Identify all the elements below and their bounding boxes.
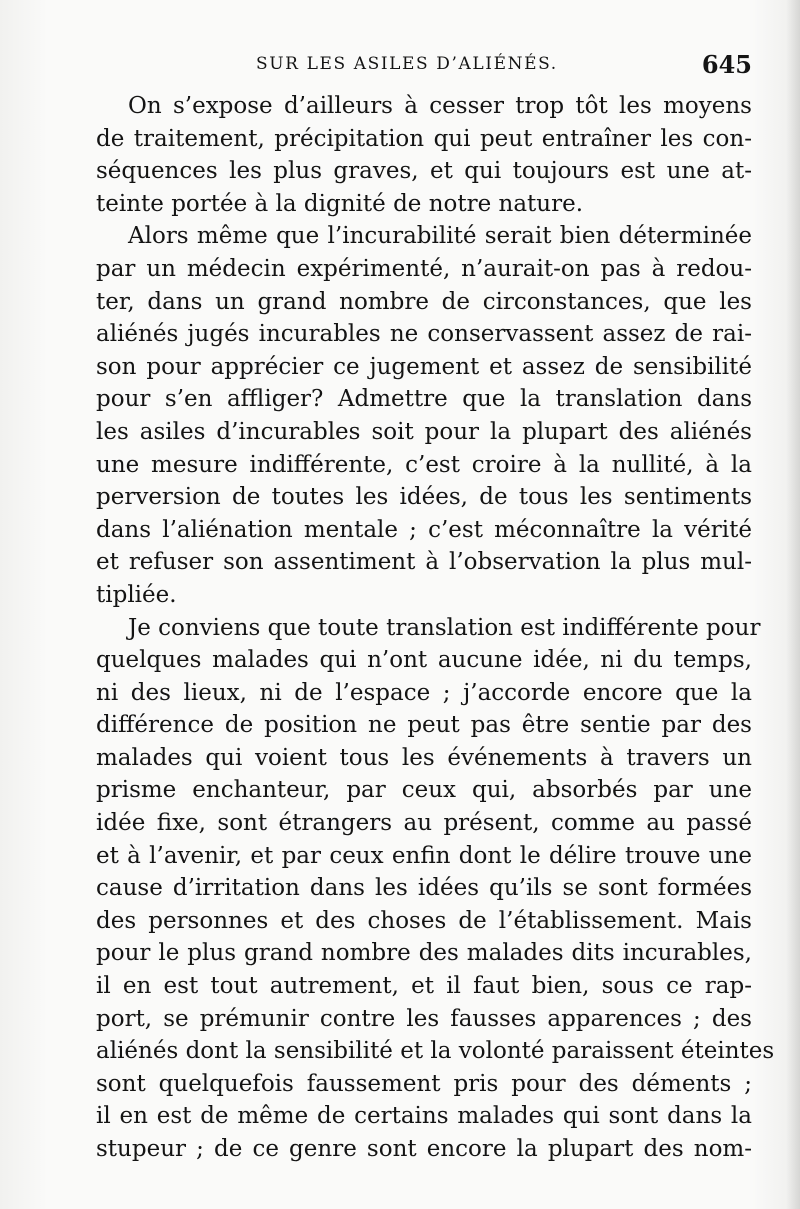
- text-line: On s’expose d’ailleurs à cesser trop tôt les moyens: [128, 93, 752, 119]
- text-line: séquences les plus graves, et qui toujours est une at-: [96, 158, 752, 185]
- running-head: [96, 50, 752, 84]
- text-line: quelques malades qui n’ont aucune idée, ni du temps,: [96, 647, 752, 674]
- running-title: SUR LES ASILES D’ALIÉNÉS.: [256, 54, 558, 74]
- paragraph: [96, 612, 775, 1166]
- text-line: cause d’irritation dans les idées qu’ils se sont formées: [96, 875, 752, 902]
- text-line: de traitement, précipitation qui peut entraîner les con-: [96, 125, 752, 152]
- body-text: [96, 90, 775, 1166]
- text-line: pour s’en affliger? Admettre que la translation dans: [96, 386, 752, 413]
- text-line: Alors même que l’incurabilité serait bien déterminée: [128, 223, 752, 250]
- text-line: les asiles d’incurables soit pour la plupart des aliénés: [96, 418, 752, 445]
- paragraph: [96, 220, 752, 611]
- text-line: aliénés jugés incurables ne conservassent assez de rai-: [96, 321, 752, 348]
- text-line: sont quelquefois faussement pris pour des déments ;: [96, 1070, 752, 1097]
- text-line: différence de position ne peut pas être sentie par des: [96, 712, 752, 739]
- text-line: il en est tout autrement, et il faut bien, sous ce rap-: [96, 973, 752, 1000]
- text-line: perversion de toutes les idées, de tous les sentiments: [96, 484, 752, 511]
- text-line: il en est de même de certains malades qui sont dans la: [96, 1103, 752, 1130]
- text-line: prisme enchanteur, par ceux qui, absorbés par une: [96, 777, 752, 804]
- text-line: malades qui voient tous les événements à travers un: [96, 744, 752, 771]
- text-line: teinte portée à la dignité de notre nature.: [96, 190, 584, 217]
- text-line: Je conviens que toute translation est indifférente pour: [128, 614, 761, 641]
- text-line: tipliée.: [96, 581, 177, 608]
- text-line: port, se prémunir contre les fausses apparences ; des: [96, 1005, 752, 1032]
- page-edge-shadow: [786, 0, 800, 1209]
- text-line: stupeur ; de ce genre sont encore la plupart des nom-: [96, 1136, 752, 1162]
- text-line: par un médecin expérimenté, n’aurait-on pas à redou-: [96, 255, 752, 282]
- text-line: ni des lieux, ni de l’espace ; j’accorde encore que la: [96, 679, 752, 706]
- text-line: idée fixe, sont étrangers au présent, comme au passé: [96, 810, 752, 837]
- text-line: et à l’avenir, et par ceux enfin dont le délire trouve une: [96, 842, 752, 869]
- paragraph: [96, 90, 752, 220]
- text-line: dans l’aliénation mentale ; c’est méconnaître la vérité: [96, 516, 752, 543]
- text-line: pour le plus grand nombre des malades dits incurables,: [96, 940, 752, 967]
- page-number: 645: [701, 50, 752, 79]
- text-line: ter, dans un grand nombre de circonstances, que les: [96, 288, 752, 315]
- text-line: une mesure indifférente, c’est croire à la nullité, à la: [96, 451, 752, 478]
- text-line: des personnes et des choses de l’établissement. Mais: [96, 907, 752, 934]
- text-line: et refuser son assentiment à l’observation la plus mul-: [96, 549, 752, 576]
- text-line: son pour apprécier ce jugement et assez de sensibilité: [96, 353, 752, 380]
- text-line: aliénés dont la sensibilité et la volonté paraissent éteintes: [96, 1038, 775, 1065]
